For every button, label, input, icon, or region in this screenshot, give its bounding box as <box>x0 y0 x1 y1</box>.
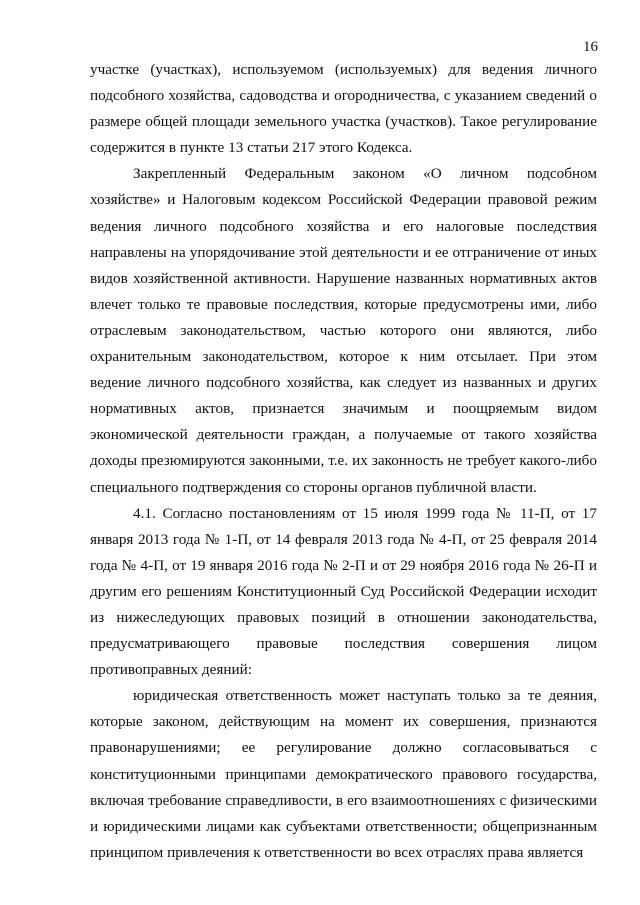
document-body <box>90 57 597 866</box>
paragraph-regime: Закрепленный Федеральным законом «О личном подсобном хозяйстве» и Налоговым кодексом Российской Федерации правовой режим ведения личного подсобного хозяйства и его налоговые последствия направлены на упорядочивание этой деятельности и ее отграничение от иных видов хозяйственной активности. Нарушение названных нормативных актов влечет только те правовые последствия, которые предусмотрены ими, либо отраслевым законодательством, частью которого они являются, либо охранительным законодательством, которое к ним отсылает. При этом ведение личного подсобного хозяйства, как следует из названных и других нормативных актов, признается значимым и поощряемым видом экономической деятельности граждан, а получаемые от такого хозяйства доходы презюмируются законными, т.е. их законность не требует какого-либо специального подтверждения со стороны органов публичной власти. <box>90 165 597 496</box>
paragraph-section-4-1: 4.1. Согласно постановлениям от 15 июля 1999 года № 11-П, от 17 января 2013 года № 1-П, от 14 февраля 2013 года № 4-П, от 25 февраля 2014 года № 4-П, от 19 января 2016 года № 2-П и от 29 ноября 2016 года № 26-П и другим его решениям Конституционный Суд Российской Федерации исходит из нижеследующих правовых позиций в отношении законодательства, предусматривающего правовые последствия совершения лицом противоправных деяний: <box>90 504 597 679</box>
paragraph-liability: юридическая ответственность может наступать только за те деяния, которые законом, действующим на момент их совершения, признаются правонарушениями; ее регулирование должно согласовываться с конституционными принципами демократического правового государства, включая требование справедливости, в его взаимоотношениях с физическими и юридическими лицами как субъектами ответственности; общепризнанным принципом привлечения к ответственности во всех отраслях права является <box>90 687 597 861</box>
page-number: 16 <box>583 39 598 55</box>
paragraph-continuation: участке (участках), используемом (используемых) для ведения личного подсобного хозяйства, садоводства и огородничества, с указанием сведений о размере общей площади земельного участка (участков). Такое регулирование содержится в пункте 13 статьи 217 этого Кодекса. <box>90 61 597 157</box>
